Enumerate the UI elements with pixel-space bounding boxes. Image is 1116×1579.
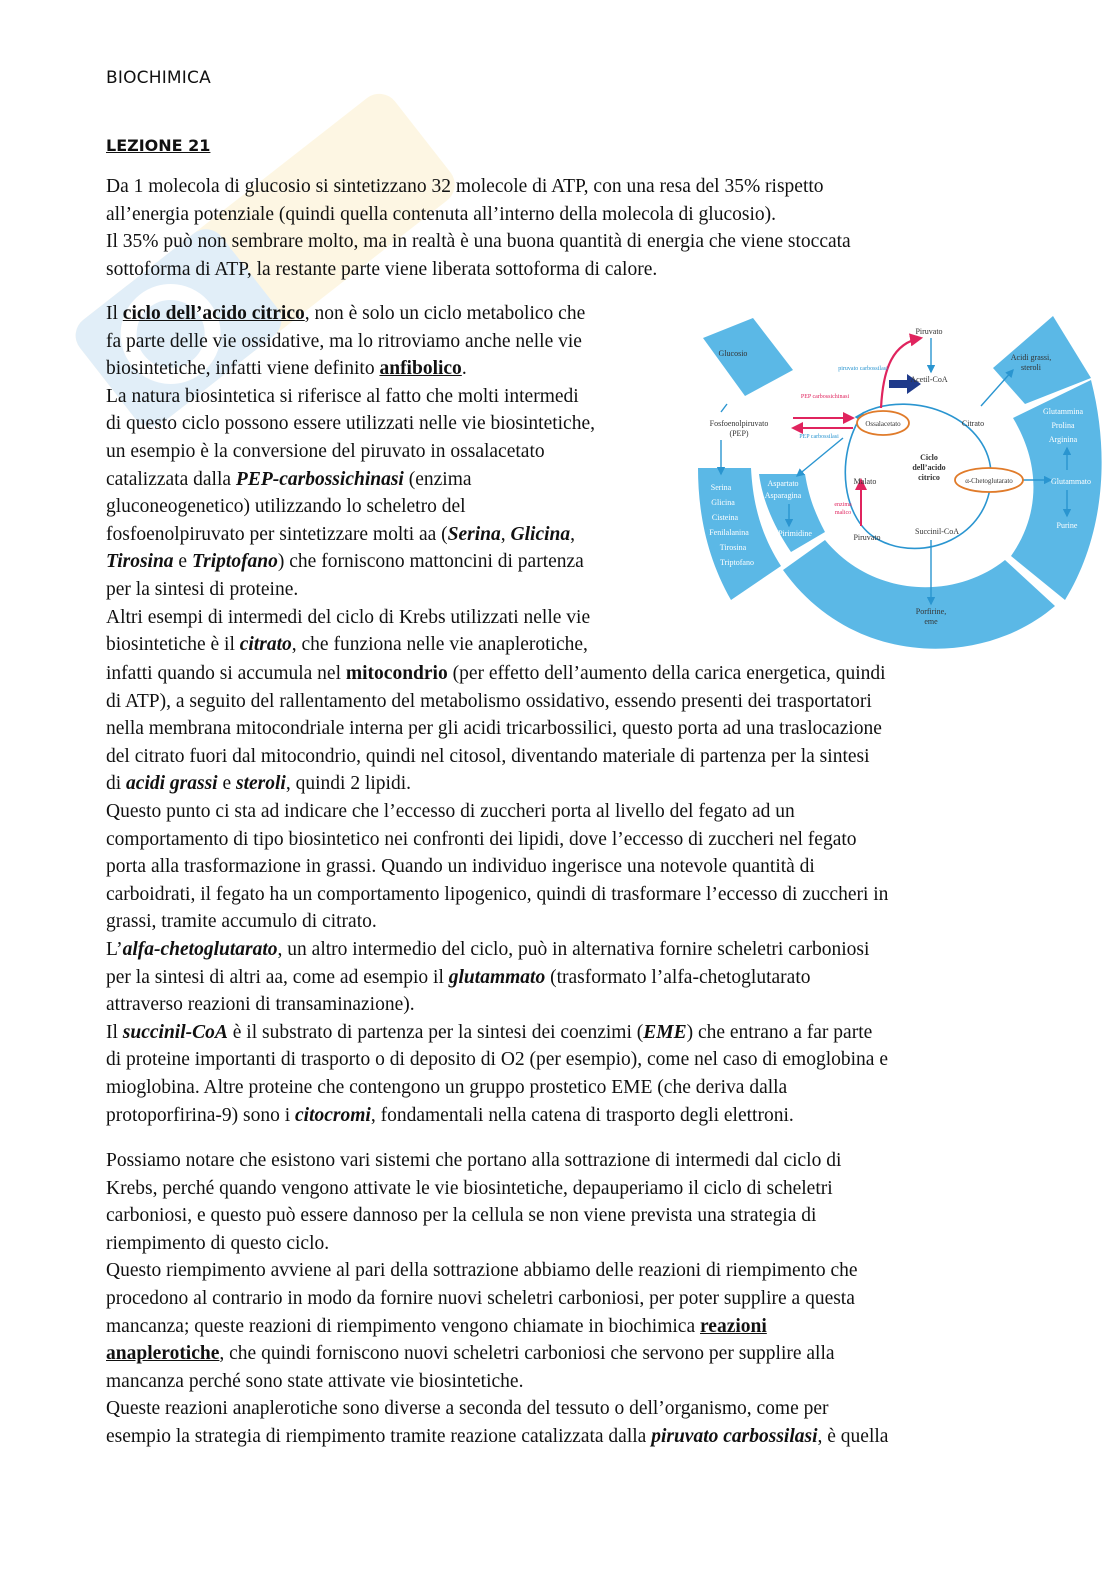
svg-text:eme: eme	[924, 617, 938, 626]
svg-text:Fenilalanina: Fenilalanina	[709, 528, 749, 537]
svg-text:Piruvato: Piruvato	[915, 327, 943, 336]
svg-text:Asparagina: Asparagina	[764, 491, 802, 500]
svg-text:α-Chetoglutarato: α-Chetoglutarato	[965, 477, 1013, 485]
svg-text:Ossalacetato: Ossalacetato	[865, 420, 901, 428]
svg-text:Glutammina: Glutammina	[1043, 407, 1083, 416]
course-header: BIOCHIMICA	[106, 68, 211, 88]
svg-text:Aspartato: Aspartato	[767, 479, 799, 488]
svg-text:enzima: enzima	[834, 502, 852, 508]
svg-text:Acetil-CoA: Acetil-CoA	[910, 375, 948, 384]
intro-line: Da 1 molecola di glucosio si sintetizzano 32 molecole di ATP, con una resa del 35% rispetto	[106, 176, 824, 197]
svg-text:Cisteina: Cisteina	[711, 513, 739, 522]
svg-text:dell’acido: dell’acido	[912, 463, 946, 472]
intro-line: sottoforma di ATP, la restante parte viene liberata sottoforma di calore.	[106, 258, 658, 280]
arrow-pyr-oxa	[881, 338, 921, 408]
citric-acid-cycle-figure	[693, 308, 1105, 652]
svg-text:Malato: Malato	[853, 477, 877, 486]
arrow-glucosio-pep	[721, 404, 727, 412]
svg-text:Arginina: Arginina	[1048, 435, 1078, 444]
svg-text:Fosfoenolpiruvato: Fosfoenolpiruvato	[709, 419, 769, 428]
intro-line: Il 35% può non sembrare molto, ma in realtà è una buona quantità di energia che viene stoccata	[106, 231, 851, 253]
svg-text:citrico: citrico	[918, 473, 940, 482]
body-paragraph-2: Possiamo notare che esistono vari sistemi che portano alla sottrazione di intermedi dal ciclo di Krebs, perché quando vengono attivate le vie biosintetiche, depauperiamo il ciclo di scheletri carboniosi, e questo può essere dannoso per la cellula se non viene prevista una strategia di riempimento di questo ciclo. Questo riempimento avviene al pari della sottrazione abbiamo delle reazioni di riempimento che procedono al contrario in modo da fornire nuovi scheletri carboniosi, per poter supplire a questa mancanza; queste reazioni di riempimento vengono chiamate in biochimica reazioni anaplerotiche, che quindi forniscono nuovi scheletri carboniosi che servono per supplire alla mancanza perché sono state attivate vie biosintetiche. Queste reazioni anaplerotiche sono diverse a seconda del tessuto o dell’organismo, come per esempio la strategia di riempimento tramite reazione catalizzata dalla piruvato carbossilasi, è quella	[106, 1150, 889, 1447]
intro-line: all’energia potenziale (quindi quella contenuta all’interno della molecola di glucosio).	[106, 203, 776, 225]
svg-text:Prolina: Prolina	[1051, 421, 1075, 430]
segment-glucosio	[703, 318, 793, 396]
svg-text:PEP carbossichinasi: PEP carbossichinasi	[800, 394, 850, 400]
svg-text:Glutammato: Glutammato	[1051, 477, 1091, 486]
svg-text:Ciclo: Ciclo	[920, 453, 938, 462]
svg-text:Acidi grassi,: Acidi grassi,	[1010, 353, 1052, 362]
svg-text:Succinil-CoA: Succinil-CoA	[915, 527, 959, 536]
arrow-oxa-aspartato	[797, 438, 843, 476]
body-paragraph-1: infatti quando si accumula nel mitocondrio (per effetto dell’aumento della carica energetica, quindi di ATP), a seguito del rallentamento del metabolismo ossidativo, essendo presenti dei trasportatori nella membrana mitocondriale interna per gli acidi tricarbossilici, questo porta ad una traslocazione del citrato fuori dal mitocondrio, quindi nel citosol, diventando materiale di partenza per la sintesi di acidi grassi e steroli, quindi 2 lipidi. Questo punto ci sta ad indicare che l’eccesso di zuccheri porta al livello del fegato ad un comportamento di tipo biosintetico nei confronti dei lipidi, dove l’eccesso di zuccheri nel fegato porta alla trasformazione in grassi. Quando un individuo ingerisce una notevole quantità di carboidrati, il fegato ha un comportamento lipogenico, quindi di trasformare l’eccesso di zuccheri in grassi, tramite accumulo di citrato. L’alfa-chetoglutarato, un altro intermedio del ciclo, può in alternativa fornire scheletri carboniosi per la sintesi di altri aa, come ad esempio il glutammato (trasformato l’alfa-chetoglutarato attraverso reazioni di transaminazione). Il succinil-CoA è il substrato di partenza per la sintesi dei coenzimi (EME) che entrano a far parte di proteine importanti di trasporto o di deposito di O2 (per esempio), come nel caso di emoglobina e mioglobina. Altre proteine che contengono un gruppo prostetico EME (che deriva dalla protoporfirina-9) sono i citocromi, fondamentali nella catena di trasporto degli elettroni.	[106, 663, 889, 1126]
svg-text:PEP carbossilasi: PEP carbossilasi	[799, 434, 839, 440]
svg-text:Glucosio: Glucosio	[718, 349, 748, 358]
arrow-citrato-grassi	[981, 370, 1013, 406]
term-anfibolico: anfibolico	[379, 358, 462, 380]
lesson-title: LEZIONE 21	[106, 136, 211, 155]
svg-text:Pirimidine: Pirimidine	[778, 529, 812, 538]
intro-paragraph	[106, 173, 851, 283]
svg-text:Triptofano: Triptofano	[720, 558, 754, 567]
svg-text:Citrato: Citrato	[961, 419, 985, 428]
svg-text:Purine: Purine	[1056, 521, 1078, 530]
svg-text:Glicina: Glicina	[711, 498, 735, 507]
svg-text:steroli: steroli	[1021, 363, 1041, 372]
svg-text:Tirosina: Tirosina	[719, 543, 747, 552]
term-ciclo: ciclo dell’acido citrico	[122, 303, 305, 324]
svg-text:Serina: Serina	[710, 483, 732, 492]
svg-text:Piruvato: Piruvato	[853, 533, 881, 542]
cycle-paragraph: Il ciclo dell’acido citrico, non è solo un ciclo metabolico che fa parte delle vie ossidative, ma lo ritroviamo anche nelle vie biosintetiche, infatti viene definito anfibolico. La natura biosintetica si riferisce al fatto che molti intermedi di questo ciclo possono essere utilizzati nelle vie biosintetiche, un esempio è la conversione del piruvato in ossalacetato catalizzata dalla PEP-carbossichinasi (enzima gluconeogenetico) utilizzando lo scheletro del fosfoenolpiruvato per sintetizzare molti aa (Serina, Glicina, Tirosina e Triptofano) che forniscono mattoncini di partenza per la sintesi di proteine. Altri esempi di intermedi del ciclo di Krebs utilizzati nelle vie biosintetiche è il citrato, che funziona nelle vie anaplerotiche,	[106, 303, 595, 656]
svg-text:Porfirine,: Porfirine,	[915, 607, 947, 616]
svg-text:piruvato carbossilasi: piruvato carbossilasi	[838, 366, 888, 372]
svg-text:(PEP): (PEP)	[729, 429, 749, 438]
svg-text:malico: malico	[834, 510, 852, 516]
